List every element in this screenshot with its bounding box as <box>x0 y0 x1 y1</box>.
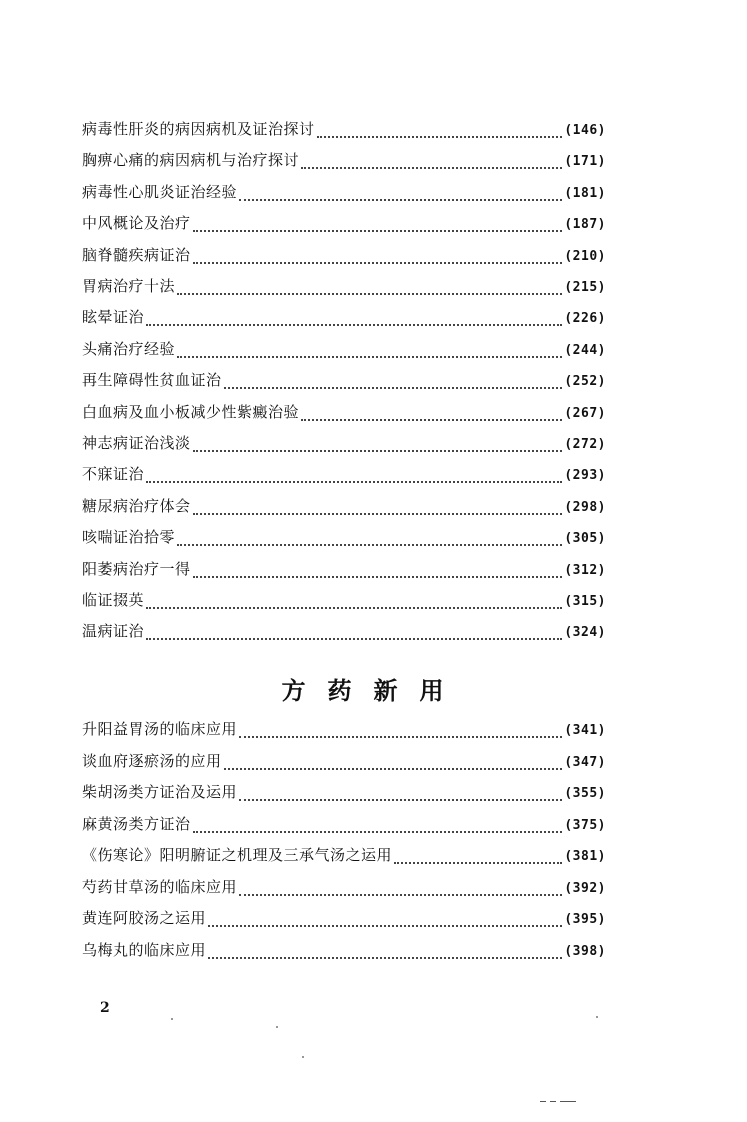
toc-entry-title: 中风概论及治疗 <box>82 214 191 233</box>
dot-leader <box>394 848 562 864</box>
toc-entry-page: (375) <box>564 817 606 833</box>
toc-entry-title: 胃病治疗十法 <box>82 277 176 295</box>
toc-entry-title: 谈血府逐瘀汤的应用 <box>82 751 222 770</box>
toc-entry <box>82 117 606 141</box>
dot-leader <box>208 911 562 927</box>
toc-entry-page: (298) <box>564 499 606 515</box>
toc-entry-page: (305) <box>564 531 606 547</box>
toc-entry <box>82 588 606 612</box>
toc-entry-page: (347) <box>564 754 606 770</box>
scan-mark <box>540 1101 546 1102</box>
toc-entry-title: 柴胡汤类方证治及运用 <box>82 783 238 801</box>
dot-leader <box>239 785 562 801</box>
toc-entry-title: 阳萎病治疗一得 <box>82 559 191 578</box>
dot-leader <box>193 216 563 232</box>
toc-entry-title: 咳喘证治拾零 <box>82 528 176 547</box>
dot-leader <box>301 153 562 169</box>
toc-entry-title: 神志病证治浅淡 <box>82 434 191 452</box>
toc-entry-page: (146) <box>564 123 606 138</box>
toc-entry <box>82 938 606 962</box>
toc-entry-title: 临证掇英 <box>82 591 145 609</box>
toc-entry-title: 升阳益胃汤的临床应用 <box>82 720 238 738</box>
scan-mark <box>560 1101 576 1102</box>
toc-entry <box>82 749 606 773</box>
dot-leader <box>193 436 563 452</box>
toc-entry-page: (244) <box>564 342 606 358</box>
dot-leader <box>146 593 562 609</box>
scan-speck <box>276 1026 278 1028</box>
toc-entry <box>82 274 606 298</box>
dot-leader <box>146 624 562 640</box>
toc-entry <box>82 557 606 581</box>
scan-mark <box>550 1101 556 1102</box>
scan-speck <box>596 1016 598 1018</box>
toc-entry-page: (272) <box>564 437 606 452</box>
toc-entry-page: (252) <box>564 374 606 390</box>
toc-entry <box>82 780 606 804</box>
dot-leader <box>177 530 562 546</box>
dot-leader <box>301 405 562 421</box>
page-number: 2 <box>100 1000 110 1016</box>
dot-leader <box>224 373 563 389</box>
toc-entry-title: 乌梅丸的临床应用 <box>82 940 207 959</box>
dot-leader <box>193 248 563 264</box>
dot-leader <box>239 880 562 896</box>
toc-entry-title: 头痛治疗经验 <box>82 339 176 358</box>
dot-leader <box>193 562 563 578</box>
toc-entry-page: (267) <box>564 405 606 421</box>
dot-leader <box>317 122 563 138</box>
toc-entry-title: 再生障碍性贫血证治 <box>82 371 222 390</box>
toc-entry-page: (210) <box>564 248 606 264</box>
toc-entry-title: 病毒性肝炎的病因病机及证治探讨 <box>82 120 315 138</box>
toc-entry-title: 白血病及血小板减少性紫癜治验 <box>82 402 300 421</box>
toc-entry <box>82 211 606 235</box>
toc-entry <box>82 462 606 486</box>
toc-entry-page: (381) <box>564 849 606 864</box>
section-heading: 方药新用 <box>281 677 466 705</box>
dot-leader <box>193 817 563 833</box>
toc-entry-title: 麻黄汤类方证治 <box>82 814 191 833</box>
toc-entry <box>82 875 606 899</box>
toc-entry <box>82 525 606 549</box>
dot-leader <box>239 185 562 201</box>
toc-entry-page: (398) <box>564 943 606 959</box>
toc-entry-title: 不寐证治 <box>82 465 145 484</box>
toc-entry-page: (171) <box>564 154 606 170</box>
toc-entry-title: 芍药甘草汤的临床应用 <box>82 877 238 896</box>
toc-entry-page: (312) <box>564 562 606 578</box>
scan-speck <box>302 1056 304 1058</box>
dot-leader <box>224 754 563 770</box>
toc-entry <box>82 906 606 930</box>
toc-entry-page: (315) <box>564 594 606 609</box>
toc-entry-page: (324) <box>564 625 606 641</box>
toc-entry-title: 病毒性心肌炎证治经验 <box>82 182 238 201</box>
toc-entry <box>82 305 606 329</box>
toc-entry <box>82 843 606 867</box>
dot-leader <box>208 943 562 959</box>
toc-entry-title: 温病证治 <box>82 622 145 641</box>
toc-entry <box>82 148 606 172</box>
toc-entry-page: (355) <box>564 786 606 801</box>
toc-entry-page: (392) <box>564 880 606 896</box>
toc-entry <box>82 400 606 424</box>
toc-entry-page: (293) <box>564 468 606 484</box>
toc-entry <box>82 619 606 643</box>
dot-leader <box>177 279 562 295</box>
toc-entry <box>82 243 606 267</box>
toc-entry <box>82 368 606 392</box>
toc-entry <box>82 494 606 518</box>
dot-leader <box>146 310 562 326</box>
dot-leader <box>146 467 562 483</box>
toc-entry-title: 糖尿病治疗体会 <box>82 496 191 515</box>
toc-entry-page: (395) <box>564 912 606 927</box>
toc-entry-title: 脑脊髓疾病证治 <box>82 245 191 264</box>
toc-entry <box>82 717 606 741</box>
toc-entry-page: (341) <box>564 723 606 738</box>
toc-entry <box>82 812 606 836</box>
toc-entry-page: (187) <box>564 217 606 233</box>
dot-leader <box>239 722 562 738</box>
scan-speck <box>171 1018 173 1020</box>
toc-entry-page: (226) <box>564 311 606 327</box>
dot-leader <box>193 499 563 515</box>
toc-entry <box>82 431 606 455</box>
toc-entry-title: 眩晕证治 <box>82 308 145 327</box>
toc-entry <box>82 180 606 204</box>
toc-entry-page: (215) <box>564 280 606 295</box>
dot-leader <box>177 342 562 358</box>
toc-entry-title: 《伤寒论》阳明腑证之机理及三承气汤之运用 <box>82 846 393 864</box>
toc-entry-title: 黄连阿胶汤之运用 <box>82 909 207 927</box>
toc-entry <box>82 337 606 361</box>
toc-entry-title: 胸痹心痛的病因病机与治疗探讨 <box>82 151 300 170</box>
toc-entry-page: (181) <box>564 185 606 201</box>
